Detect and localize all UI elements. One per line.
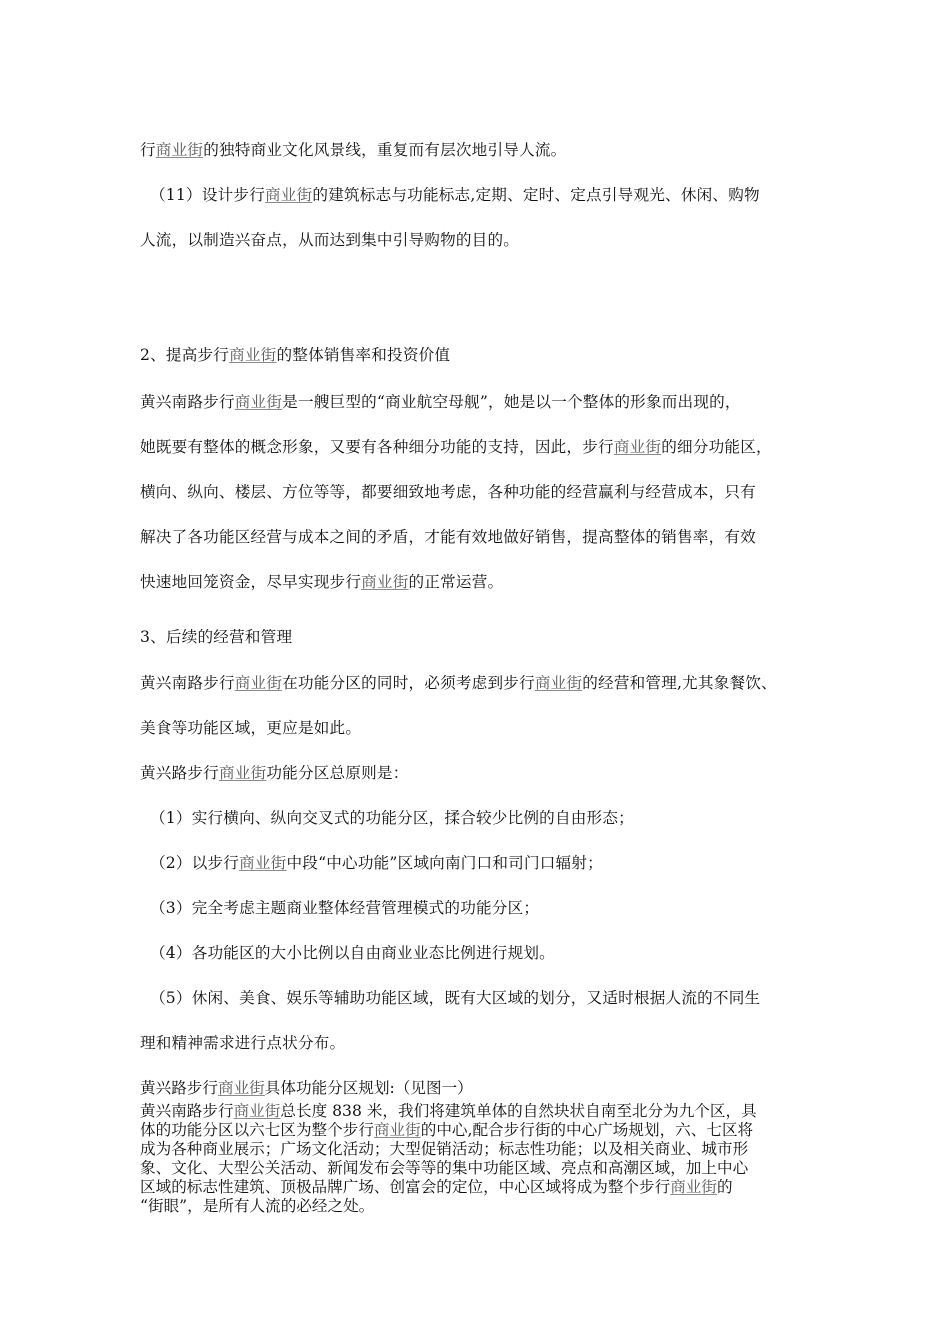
shangyejie-link[interactable]: 商业街 (361, 573, 409, 591)
text-run: 的中心,配合步行街的中心广场规划，六、七区将 (420, 1121, 754, 1139)
shangyejie-link[interactable]: 商业街 (218, 764, 267, 782)
text-run: 的经营和管理,尤其象餐饮、 (582, 674, 777, 692)
text-line (140, 482, 756, 502)
shangyejie-link[interactable]: 商业街 (217, 1079, 265, 1097)
text-run: 人流，以制造兴奋点，从而达到集中引导购物的目的。 (140, 231, 520, 249)
text-line (140, 1121, 753, 1140)
text-line (140, 1178, 733, 1197)
text-run: 2、提高步行 (140, 346, 230, 364)
shangyejie-link[interactable]: 商业街 (239, 854, 287, 872)
shangyejie-link[interactable]: 商业街 (155, 141, 204, 159)
text-run: 象、文化、大型公关活动、新闻发布会等等的集中功能区域、亮点和高潮区域，加上中心 (140, 1159, 749, 1177)
text-run: 的 (717, 1178, 733, 1196)
text-run: 黄兴南路步行 (140, 393, 235, 411)
text-line (140, 437, 772, 457)
text-run: 体的功能分区以六七区为整个步行 (140, 1121, 374, 1139)
shangyejie-link[interactable]: 商业街 (534, 674, 583, 692)
text-run: 的整体销售率和投资价值 (276, 346, 451, 364)
text-run: 在功能分区的同时，必须考虑到步行 (282, 674, 535, 692)
text-run: （1）实行横向、纵向交叉式的功能分区，揉合较少比例的自由形态； (150, 809, 634, 827)
text-line (140, 1159, 748, 1178)
text-run: 功能分区总原则是： (266, 764, 409, 782)
shangyejie-link[interactable]: 商业街 (229, 346, 277, 364)
text-run: 横向、纵向、楼层、方位等等，都要细致地考虑，各种功能的经营赢利与经营成本，只有 (140, 483, 756, 501)
text-run: （2）以步行 (150, 854, 240, 872)
text-run: 黄兴南路步行 (140, 1102, 234, 1120)
text-run: 黄兴路步行 (140, 1079, 218, 1097)
text-line (140, 1197, 374, 1216)
text-run: 美食等功能区域，更应是如此。 (140, 719, 362, 737)
text-run: 解决了各功能区经营与成本之间的矛盾，才能有效地做好销售，提高整体的销售率，有效 (140, 528, 756, 546)
text-run: 成为各种商业展示；广场文化活动；大型促销活动；标志性功能；以及相关商业、城市形 (140, 1140, 749, 1158)
text-line (150, 898, 539, 918)
text-run: 的建筑标志与功能标志,定期、定时、定点引导观光、休闲、购物 (312, 186, 760, 204)
text-line (140, 527, 756, 547)
shangyejie-link[interactable]: 商业街 (613, 438, 662, 456)
shangyejie-link[interactable]: 商业街 (265, 186, 313, 204)
shangyejie-link[interactable]: 商业街 (234, 393, 283, 411)
text-line (150, 853, 603, 873)
text-line (140, 1033, 345, 1053)
text-line (140, 627, 292, 647)
text-run: （3）完全考虑主题商业整体经营管理模式的功能分区； (150, 899, 540, 917)
text-line (150, 185, 760, 205)
text-line (150, 943, 555, 963)
text-run: 的细分功能区， (661, 438, 772, 456)
text-run: 理和精神需求进行点状分布。 (140, 1034, 346, 1052)
text-run: 黄兴南路步行 (140, 674, 235, 692)
text-line (140, 673, 777, 693)
shangyejie-link[interactable]: 商业街 (373, 1121, 421, 1139)
shangyejie-link[interactable]: 商业街 (234, 674, 283, 692)
text-run: （4）各功能区的大小比例以自由商业业态比例进行规划。 (150, 944, 555, 962)
text-line (140, 392, 741, 412)
text-run: 区域的标志性建筑、顶极品牌广场、创富会的定位，中心区域将成为整个步行 (140, 1178, 671, 1196)
text-line (140, 1079, 473, 1098)
text-line (140, 140, 566, 160)
text-run: 3、后续的经营和管理 (140, 628, 293, 646)
text-run: 是一艘巨型的“商业航空母舰”，她是以一个整体的形象而出现的， (282, 393, 741, 411)
shangyejie-link[interactable]: 商业街 (670, 1178, 717, 1196)
shangyejie-link[interactable]: 商业街 (233, 1102, 281, 1120)
text-run: “街眼”，是所有人流的必经之处。 (140, 1197, 375, 1215)
text-line (140, 572, 503, 592)
text-run: （5）休闲、美食、娱乐等辅助功能区域，既有大区域的划分，又适时根据人流的不同生 (150, 989, 761, 1007)
text-run: （11）设计步行 (150, 186, 266, 204)
text-run: 具体功能分区规划:（见图一） (264, 1079, 473, 1097)
text-run: 她既要有整体的概念形象，又要有各种细分功能的支持，因此，步行 (140, 438, 614, 456)
text-line (140, 718, 361, 738)
text-line (140, 1140, 748, 1159)
text-run: 总长度 838 米，我们将建筑单体的自然块状自南至北分为九个区，具 (280, 1102, 757, 1120)
text-line (140, 345, 450, 365)
text-line (150, 988, 760, 1008)
text-run: 快速地回笼资金，尽早实现步行 (140, 573, 362, 591)
text-line (140, 1102, 757, 1121)
text-line (150, 808, 634, 828)
text-run: 行 (140, 141, 156, 159)
text-run: 中段“中心功能”区域向南门口和司门口辐射； (286, 854, 603, 872)
text-run: 的独特商业文化风景线，重复而有层次地引导人流。 (203, 141, 567, 159)
text-line (140, 763, 409, 783)
text-run: 黄兴路步行 (140, 764, 219, 782)
text-run: 的正常运营。 (408, 573, 504, 591)
text-line (140, 230, 519, 250)
